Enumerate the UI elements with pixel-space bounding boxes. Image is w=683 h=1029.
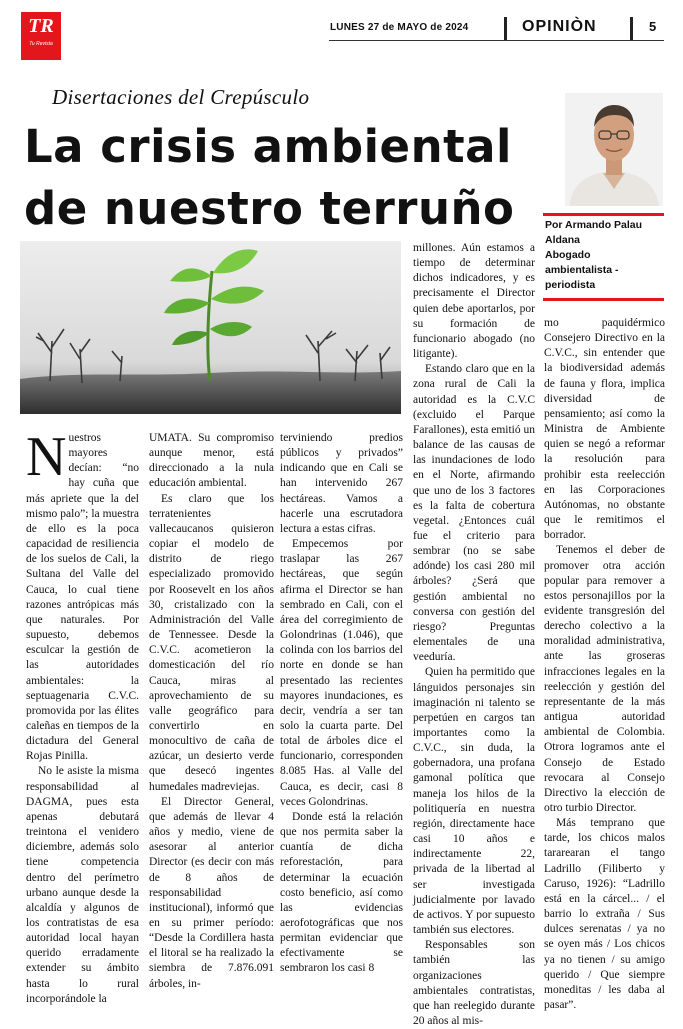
logo-text: TR xyxy=(28,15,54,37)
hero-image xyxy=(20,241,401,414)
publication-logo[interactable] xyxy=(21,12,61,60)
article-paragraph xyxy=(26,426,139,764)
article-paragraph: Responsables son también las organizaciones ambientales contratistas, que han reelegido durante 20 años al mis- xyxy=(413,939,535,1027)
header-divider xyxy=(630,17,633,41)
drop-cap: N xyxy=(26,426,67,488)
issue-date: LUNES 27 de MAYO de 2024 xyxy=(330,22,469,33)
article-paragraph: Tenemos el deber de promover otra acción popular para remover a estos personajillos por la evidente transgresión del derecho colectivo a la moralidad administrativa, ante las groseras infracciones legales en la reelección y gestión del representante de la más antigua autoridad ambiental de Colombia. Otrora logramos ante el Consejo de Estado revocara al Consejo Directivo la elección de otro turbio Director. xyxy=(544,544,665,814)
article-paragraph: Más temprano que tarde, los chicos malos tararearan el tango Ladrillo (Filiberto y Caruso, 1926): “Ladrillo está en la cárcel... / el barrio lo extraña / Sus dulces serenatas / ya no se oyen más / Los chicos ya no tienen / su amigo querido / Que siempre moneditas / les daba al pasar”. xyxy=(544,817,665,1012)
article-paragraph: Quien ha permitido que lánguidos personajes sin imaginación ni talento se perpetúen en cargos tan importantes como la C.V.C., sin duda, la gobernadora, una profana gamonal política que maneja los hilos de la politiquería en nuestra región, directamente hace casi 10 años e indirectamente 22, privada de la libertad al ser investigada judicialmente por lavado de activos. Y por supuesto también sus electores. xyxy=(413,666,535,937)
text-column xyxy=(413,241,535,1029)
author-rule-top xyxy=(543,213,664,216)
text-column xyxy=(280,431,403,977)
article-headline xyxy=(24,116,534,240)
author-byline xyxy=(545,218,665,293)
author-role: periodista xyxy=(545,279,596,291)
author-photo xyxy=(565,93,663,206)
text-column xyxy=(149,431,274,992)
article-paragraph: Donde está la relación que nos permita saber la cuantía de dicha reforestación, para determinar la ecuación costo beneficio, así como las evidencias aerofotográficas que nos permitan evidenciar que efectivamente se sembraron los casi 8 xyxy=(280,810,403,975)
section-title: OPINIÒN xyxy=(522,18,597,35)
article-paragraph: Es claro que los terratenientes vallecaucanos quisieron copiar el modelo de distrito de riego especializado promovido por Roosevelt en los años 30, cristalizado con la Administración del Valle de Tennessee. Desde la C.V.C. acometieron la domesticación del río Cauca, miras al aprovechamiento de su valle geográfico para convertirlo en monocultivo de caña de azúcar, un desierto verde que desecó ingentes humedales madreviejas. xyxy=(149,492,274,793)
headline-line: de nuestro terruño xyxy=(24,182,515,235)
article-paragraph: UMATA. Su compromiso aunque menor, está direccionado a la nula educación ambiental. xyxy=(149,432,274,490)
seedling-photo xyxy=(20,241,401,414)
article-paragraph: Empecemos por traslapar las 267 hectáreas, que según afirma el Director se han sembrado en Cali, con el área del corregimiento de Golondrinas (1.046), que colinda con los barrios del norte en donde se han presentado las recientes mayores inundaciones, es decir, vendría a ser tan solo la cuarta parte. Del total de árboles dice el funcionario, corresponden 8.085 Has. al Valle del Cauca, es decir, casi 8 veces Golondrinas. xyxy=(280,538,403,808)
article-paragraph: terviniendo predios públicos y privados” indicando que en Cali se han intervenido 267 hectáreas. Vamos a hacerle una escrutadora lectura a estas cifras. xyxy=(280,432,403,535)
author-name: Por Armando Palau xyxy=(545,219,643,231)
column-kicker: Disertaciones del Crepúsculo xyxy=(52,85,310,109)
article-paragraph: millones. Aún estamos a tiempo de determinar dichos indicadores, y es precisamente el Director quien debe aportarlos, por su formación de funcionario abogado (no litigante). xyxy=(413,242,535,361)
author-role: ambientalista - xyxy=(545,264,619,276)
headline-line: La crisis ambiental xyxy=(24,120,512,173)
article-paragraph: mo paquidérmico Consejero Directivo en la C.V.C., sin entender que la biodiversidad además de fauna y flora, implica diversidad de pensamiento; así como la Ministra de Ambiente quien se negó a reformar la resolución para prohibir esta reelección en las Corporaciones Autónomas, no obstante que le remitimos el borrador. xyxy=(544,317,665,542)
author-role: Abogado xyxy=(545,249,591,261)
logo-subtitle: Tu Revista xyxy=(29,41,53,47)
article-paragraph: No le asiste la misma responsabilidad al DAGMA, pues esta apenas debutará treintona el venidero diciembre, además solo tiene competencia dentro del perímetro urbano aunque desde la alcaldía y algunos de los contratistas de esa autoridad local hayan querido erradamente extender su ámbito hasta lo rural incorporándole la xyxy=(26,765,139,1005)
page-number: 5 xyxy=(649,19,657,34)
header-divider xyxy=(504,17,507,41)
header-rule xyxy=(329,40,664,41)
lead-text: uestros mayores decían: “no hay cuña que más apriete que la del mismo palo”; la muestra de ello es la poca capacidad de resiliencia de los suelos de Cali, la Sultana del Valle del Cauca, lo cual tiene razones antrópicas más que naturales. Por supuesto, debemos esculcar la gestión de las autoridades ambientales: la septuagenaria C.V.C. promovida por las élites caleñas en tiempos de la dictadura del General Rojas Pinilla. xyxy=(26,432,139,763)
article-paragraph: Estando claro que en la zona rural de Cali la autoridad es la C.V.C (excluido el Parque Farallones), esta emitió un balance de las causas de las inundaciones de lodo en el Norte, afirmando que uno de los 3 factores es la falta de cobertura vegetal. ¿Entonces cuál fue el criterio para sembrar (no se sabe adónde) los casi 280 mil árboles? ¿Será que gestión ambiental no conversa con gestión del riesgo? Preguntas elementales de una veeduría. xyxy=(413,363,535,664)
text-column xyxy=(544,316,665,1013)
article-paragraph: El Director General, que además de llevar 4 años y medio, viene de asesorar al anterior Director (es decir con más de 8 años de responsabilidad institucional), informó que en su primer período: “Desde la Cordillera hasta el litoral se ha realizado la siembra de 7.876.091 árboles, in- xyxy=(149,795,274,990)
text-column xyxy=(26,426,139,1007)
author-name: Aldana xyxy=(545,234,581,246)
author-rule-bottom xyxy=(543,298,664,301)
author-portrait-image xyxy=(565,93,663,206)
